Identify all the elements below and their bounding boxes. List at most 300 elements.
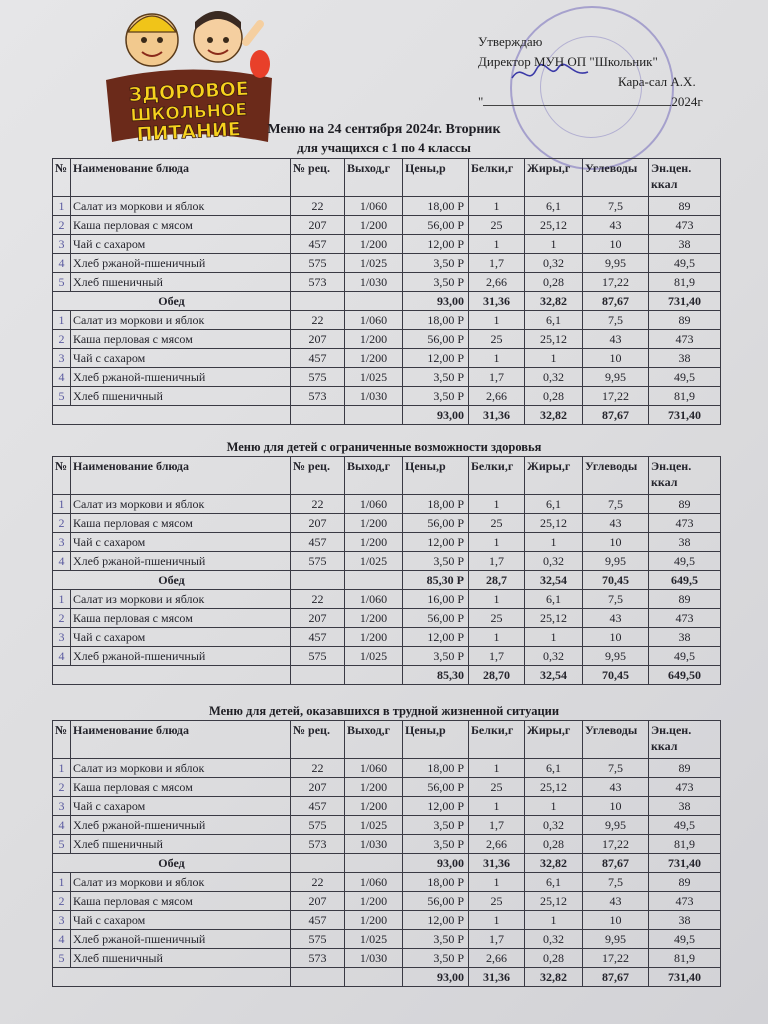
menu-table bbox=[52, 158, 721, 425]
carbs: 10 bbox=[583, 628, 649, 647]
proteins: 1 bbox=[469, 533, 525, 552]
price: 56,00 Р bbox=[403, 330, 469, 349]
fats: 0,32 bbox=[525, 647, 583, 666]
dish-name: Салат из моркови и яблок bbox=[71, 873, 291, 892]
proteins: 1,7 bbox=[469, 254, 525, 273]
portion: 1/025 bbox=[345, 816, 403, 835]
column-header: Углеводы bbox=[583, 159, 649, 197]
fats: 25,12 bbox=[525, 514, 583, 533]
price: 3,50 Р bbox=[403, 647, 469, 666]
portion: 1/025 bbox=[345, 254, 403, 273]
kcal: 473 bbox=[649, 330, 721, 349]
proteins: 1,7 bbox=[469, 816, 525, 835]
proteins: 2,66 bbox=[469, 273, 525, 292]
recipe-number: 207 bbox=[291, 330, 345, 349]
dish-name: Салат из моркови и яблок bbox=[71, 759, 291, 778]
total-portion-empty bbox=[345, 854, 403, 873]
price: 56,00 Р bbox=[403, 609, 469, 628]
carbs: 9,95 bbox=[583, 368, 649, 387]
dish-name: Чай с сахаром bbox=[71, 533, 291, 552]
proteins: 1,7 bbox=[469, 368, 525, 387]
portion: 1/060 bbox=[345, 873, 403, 892]
carbs: 10 bbox=[583, 235, 649, 254]
proteins: 25 bbox=[469, 892, 525, 911]
row-num: 4 bbox=[53, 930, 71, 949]
recipe-number: 573 bbox=[291, 835, 345, 854]
row-num: 3 bbox=[53, 533, 71, 552]
price: 3,50 Р bbox=[403, 552, 469, 571]
approval-word: Утверждаю bbox=[478, 34, 543, 49]
table-row bbox=[53, 273, 721, 292]
total-label bbox=[53, 406, 291, 425]
portion: 1/200 bbox=[345, 216, 403, 235]
portion: 1/200 bbox=[345, 330, 403, 349]
total-row bbox=[53, 406, 721, 425]
column-header: № рец. bbox=[291, 457, 345, 495]
portion: 1/200 bbox=[345, 533, 403, 552]
total-label bbox=[53, 968, 291, 987]
fats: 25,12 bbox=[525, 330, 583, 349]
column-header: Жиры,г bbox=[525, 457, 583, 495]
dish-name: Чай с сахаром bbox=[71, 235, 291, 254]
price: 18,00 Р bbox=[403, 873, 469, 892]
carbs: 43 bbox=[583, 892, 649, 911]
recipe-number: 457 bbox=[291, 628, 345, 647]
portion: 1/060 bbox=[345, 495, 403, 514]
dish-name: Хлеб пшеничный bbox=[71, 949, 291, 968]
portion: 1/025 bbox=[345, 930, 403, 949]
price: 12,00 Р bbox=[403, 235, 469, 254]
fats: 6,1 bbox=[525, 590, 583, 609]
total-recipe-empty bbox=[291, 666, 345, 685]
row-num: 3 bbox=[53, 628, 71, 647]
fats: 1 bbox=[525, 797, 583, 816]
row-num: 2 bbox=[53, 330, 71, 349]
price: 3,50 Р bbox=[403, 930, 469, 949]
portion: 1/025 bbox=[345, 368, 403, 387]
table-row bbox=[53, 533, 721, 552]
table-row bbox=[53, 647, 721, 666]
price: 3,50 Р bbox=[403, 816, 469, 835]
total-label: Обед bbox=[53, 571, 291, 590]
kcal: 38 bbox=[649, 911, 721, 930]
row-num: 5 bbox=[53, 835, 71, 854]
price: 3,50 Р bbox=[403, 949, 469, 968]
kcal: 49,5 bbox=[649, 254, 721, 273]
kcal: 38 bbox=[649, 533, 721, 552]
carbs: 9,95 bbox=[583, 552, 649, 571]
portion: 1/200 bbox=[345, 892, 403, 911]
table-row bbox=[53, 609, 721, 628]
table-row bbox=[53, 552, 721, 571]
row-num: 3 bbox=[53, 797, 71, 816]
total-carbs: 87,67 bbox=[583, 968, 649, 987]
dish-name: Каша перловая с мясом bbox=[71, 514, 291, 533]
proteins: 25 bbox=[469, 609, 525, 628]
approval-date-year: 2024г bbox=[671, 94, 703, 109]
portion: 1/060 bbox=[345, 590, 403, 609]
column-header: Белки,г bbox=[469, 721, 525, 759]
column-header: Эн.цен. ккал bbox=[649, 159, 721, 197]
proteins: 1 bbox=[469, 911, 525, 930]
section-title: Меню для детей с ограниченные возможности здоровья bbox=[226, 440, 542, 454]
proteins: 1,7 bbox=[469, 552, 525, 571]
total-carbs: 87,67 bbox=[583, 292, 649, 311]
fats: 25,12 bbox=[525, 609, 583, 628]
fats: 0,32 bbox=[525, 930, 583, 949]
fats: 1 bbox=[525, 911, 583, 930]
total-fats: 32,54 bbox=[525, 571, 583, 590]
kcal: 49,5 bbox=[649, 816, 721, 835]
proteins: 1 bbox=[469, 759, 525, 778]
recipe-number: 457 bbox=[291, 911, 345, 930]
table-row bbox=[53, 349, 721, 368]
column-header: № рец. bbox=[291, 721, 345, 759]
kcal: 81,9 bbox=[649, 949, 721, 968]
proteins: 25 bbox=[469, 216, 525, 235]
recipe-number: 573 bbox=[291, 949, 345, 968]
dish-name: Чай с сахаром bbox=[71, 628, 291, 647]
total-recipe-empty bbox=[291, 571, 345, 590]
kcal: 89 bbox=[649, 197, 721, 216]
total-price: 93,00 bbox=[403, 406, 469, 425]
proteins: 2,66 bbox=[469, 387, 525, 406]
approval-director: Директор МУН ОП "Школьник" bbox=[478, 54, 658, 69]
column-header: № bbox=[53, 159, 71, 197]
column-header: Эн.цен. ккал bbox=[649, 457, 721, 495]
row-num: 5 bbox=[53, 273, 71, 292]
proteins: 1 bbox=[469, 235, 525, 254]
column-header: Эн.цен. ккал bbox=[649, 721, 721, 759]
total-carbs: 87,67 bbox=[583, 406, 649, 425]
proteins: 25 bbox=[469, 514, 525, 533]
row-num: 4 bbox=[53, 368, 71, 387]
fats: 0,28 bbox=[525, 273, 583, 292]
kcal: 81,9 bbox=[649, 387, 721, 406]
carbs: 7,5 bbox=[583, 590, 649, 609]
price: 3,50 Р bbox=[403, 835, 469, 854]
column-header: Наименование блюда bbox=[71, 159, 291, 197]
table-row bbox=[53, 330, 721, 349]
carbs: 7,5 bbox=[583, 495, 649, 514]
fats: 1 bbox=[525, 235, 583, 254]
total-portion-empty bbox=[345, 666, 403, 685]
column-header: Цены,р bbox=[403, 159, 469, 197]
table-row bbox=[53, 254, 721, 273]
fats: 0,28 bbox=[525, 949, 583, 968]
dish-name: Чай с сахаром bbox=[71, 349, 291, 368]
portion: 1/025 bbox=[345, 552, 403, 571]
fats: 0,32 bbox=[525, 368, 583, 387]
column-header: № bbox=[53, 457, 71, 495]
proteins: 1,7 bbox=[469, 930, 525, 949]
table-row bbox=[53, 816, 721, 835]
carbs: 7,5 bbox=[583, 311, 649, 330]
fats: 1 bbox=[525, 533, 583, 552]
kcal: 89 bbox=[649, 495, 721, 514]
table-row bbox=[53, 930, 721, 949]
table-row bbox=[53, 495, 721, 514]
carbs: 43 bbox=[583, 514, 649, 533]
recipe-number: 457 bbox=[291, 349, 345, 368]
kcal: 49,5 bbox=[649, 647, 721, 666]
total-price: 85,30 bbox=[403, 666, 469, 685]
column-header: Наименование блюда bbox=[71, 721, 291, 759]
fats: 6,1 bbox=[525, 759, 583, 778]
price: 3,50 Р bbox=[403, 387, 469, 406]
row-num: 5 bbox=[53, 949, 71, 968]
total-carbs: 70,45 bbox=[583, 571, 649, 590]
total-fats: 32,54 bbox=[525, 666, 583, 685]
total-recipe-empty bbox=[291, 854, 345, 873]
table-row bbox=[53, 873, 721, 892]
fats: 6,1 bbox=[525, 495, 583, 514]
portion: 1/200 bbox=[345, 797, 403, 816]
column-header: Углеводы bbox=[583, 457, 649, 495]
kcal: 89 bbox=[649, 759, 721, 778]
proteins: 25 bbox=[469, 778, 525, 797]
proteins: 1 bbox=[469, 873, 525, 892]
recipe-number: 457 bbox=[291, 235, 345, 254]
column-header: Выход,г bbox=[345, 457, 403, 495]
kcal: 38 bbox=[649, 797, 721, 816]
fats: 1 bbox=[525, 349, 583, 368]
proteins: 1 bbox=[469, 628, 525, 647]
proteins: 1 bbox=[469, 797, 525, 816]
fats: 6,1 bbox=[525, 197, 583, 216]
total-kcal: 731,40 bbox=[649, 292, 721, 311]
total-recipe-empty bbox=[291, 292, 345, 311]
table-row bbox=[53, 514, 721, 533]
total-price: 85,30 Р bbox=[403, 571, 469, 590]
kcal: 89 bbox=[649, 590, 721, 609]
portion: 1/030 bbox=[345, 273, 403, 292]
recipe-number: 207 bbox=[291, 514, 345, 533]
total-fats: 32,82 bbox=[525, 854, 583, 873]
total-recipe-empty bbox=[291, 968, 345, 987]
total-row bbox=[53, 854, 721, 873]
portion: 1/200 bbox=[345, 349, 403, 368]
recipe-number: 457 bbox=[291, 797, 345, 816]
approval-name bbox=[478, 72, 728, 92]
table-row bbox=[53, 590, 721, 609]
total-kcal: 649,50 bbox=[649, 666, 721, 685]
dish-name: Каша перловая с мясом bbox=[71, 216, 291, 235]
row-num: 1 bbox=[53, 495, 71, 514]
recipe-number: 573 bbox=[291, 273, 345, 292]
approval-date bbox=[478, 92, 728, 112]
total-portion-empty bbox=[345, 968, 403, 987]
total-fats: 32,82 bbox=[525, 292, 583, 311]
total-proteins: 31,36 bbox=[469, 854, 525, 873]
portion: 1/030 bbox=[345, 835, 403, 854]
recipe-number: 575 bbox=[291, 816, 345, 835]
column-header: Углеводы bbox=[583, 721, 649, 759]
row-num: 4 bbox=[53, 816, 71, 835]
total-portion-empty bbox=[345, 571, 403, 590]
dish-name: Чай с сахаром bbox=[71, 797, 291, 816]
portion: 1/030 bbox=[345, 949, 403, 968]
row-num: 3 bbox=[53, 235, 71, 254]
column-header: Выход,г bbox=[345, 159, 403, 197]
table-row bbox=[53, 797, 721, 816]
kcal: 81,9 bbox=[649, 835, 721, 854]
column-header: Белки,г bbox=[469, 457, 525, 495]
total-row bbox=[53, 666, 721, 685]
menu-table bbox=[52, 456, 721, 685]
row-num: 1 bbox=[53, 311, 71, 330]
dish-name: Хлеб ржаной-пшеничный bbox=[71, 254, 291, 273]
column-header: Выход,г bbox=[345, 721, 403, 759]
kcal: 89 bbox=[649, 873, 721, 892]
svg-text:ПИТАНИЕ: ПИТАНИЕ bbox=[136, 118, 242, 146]
kcal: 473 bbox=[649, 609, 721, 628]
carbs: 17,22 bbox=[583, 949, 649, 968]
price: 56,00 Р bbox=[403, 892, 469, 911]
portion: 1/200 bbox=[345, 911, 403, 930]
row-num: 2 bbox=[53, 609, 71, 628]
total-price: 93,00 bbox=[403, 292, 469, 311]
dish-name: Хлеб ржаной-пшеничный bbox=[71, 647, 291, 666]
recipe-number: 457 bbox=[291, 533, 345, 552]
carbs: 10 bbox=[583, 533, 649, 552]
portion: 1/200 bbox=[345, 235, 403, 254]
total-row bbox=[53, 968, 721, 987]
kcal: 473 bbox=[649, 216, 721, 235]
table-header-row bbox=[53, 721, 721, 759]
table-row bbox=[53, 911, 721, 930]
portion: 1/030 bbox=[345, 387, 403, 406]
row-num: 4 bbox=[53, 254, 71, 273]
row-num: 5 bbox=[53, 387, 71, 406]
price: 56,00 Р bbox=[403, 216, 469, 235]
price: 56,00 Р bbox=[403, 514, 469, 533]
recipe-number: 207 bbox=[291, 778, 345, 797]
recipe-number: 573 bbox=[291, 387, 345, 406]
row-num: 2 bbox=[53, 892, 71, 911]
carbs: 9,95 bbox=[583, 254, 649, 273]
recipe-number: 22 bbox=[291, 759, 345, 778]
recipe-number: 575 bbox=[291, 930, 345, 949]
total-price: 93,00 bbox=[403, 968, 469, 987]
dish-name: Салат из моркови и яблок bbox=[71, 590, 291, 609]
row-num: 1 bbox=[53, 590, 71, 609]
kcal: 81,9 bbox=[649, 273, 721, 292]
column-header: Цены,р bbox=[403, 721, 469, 759]
dish-name: Хлеб пшеничный bbox=[71, 835, 291, 854]
approval-name-text: Кара-сал А.Х. bbox=[618, 74, 696, 89]
recipe-number: 22 bbox=[291, 197, 345, 216]
price: 12,00 Р bbox=[403, 533, 469, 552]
kcal: 473 bbox=[649, 778, 721, 797]
row-num: 4 bbox=[53, 552, 71, 571]
price: 18,00 Р bbox=[403, 759, 469, 778]
fats: 25,12 bbox=[525, 216, 583, 235]
recipe-number: 575 bbox=[291, 552, 345, 571]
column-header: Цены,р bbox=[403, 457, 469, 495]
proteins: 1 bbox=[469, 197, 525, 216]
kcal: 473 bbox=[649, 514, 721, 533]
portion: 1/200 bbox=[345, 778, 403, 797]
total-proteins: 28,7 bbox=[469, 571, 525, 590]
table-row bbox=[53, 949, 721, 968]
portion: 1/060 bbox=[345, 311, 403, 330]
fats: 25,12 bbox=[525, 778, 583, 797]
fats: 25,12 bbox=[525, 892, 583, 911]
total-label bbox=[53, 666, 291, 685]
kcal: 49,5 bbox=[649, 552, 721, 571]
total-row bbox=[53, 292, 721, 311]
table-header-row bbox=[53, 159, 721, 197]
dish-name: Каша перловая с мясом bbox=[71, 330, 291, 349]
carbs: 7,5 bbox=[583, 759, 649, 778]
proteins: 2,66 bbox=[469, 949, 525, 968]
kcal: 38 bbox=[649, 628, 721, 647]
recipe-number: 207 bbox=[291, 609, 345, 628]
fats: 0,32 bbox=[525, 816, 583, 835]
proteins: 25 bbox=[469, 330, 525, 349]
total-proteins: 31,36 bbox=[469, 292, 525, 311]
portion: 1/200 bbox=[345, 609, 403, 628]
fats: 1 bbox=[525, 628, 583, 647]
carbs: 10 bbox=[583, 797, 649, 816]
carbs: 7,5 bbox=[583, 873, 649, 892]
price: 16,00 Р bbox=[403, 590, 469, 609]
page-subtitle: для учащихся с 1 по 4 классы bbox=[297, 140, 471, 155]
row-num: 2 bbox=[53, 514, 71, 533]
dish-name: Хлеб ржаной-пшеничный bbox=[71, 816, 291, 835]
svg-text:ЗДОРОВОЕ: ЗДОРОВОЕ bbox=[128, 77, 250, 107]
fats: 6,1 bbox=[525, 873, 583, 892]
carbs: 17,22 bbox=[583, 273, 649, 292]
total-fats: 32,82 bbox=[525, 968, 583, 987]
price: 3,50 Р bbox=[403, 254, 469, 273]
proteins: 2,66 bbox=[469, 835, 525, 854]
table-row bbox=[53, 835, 721, 854]
total-kcal: 649,5 bbox=[649, 571, 721, 590]
dish-name: Хлеб пшеничный bbox=[71, 387, 291, 406]
portion: 1/200 bbox=[345, 628, 403, 647]
total-row bbox=[53, 571, 721, 590]
dish-name: Хлеб ржаной-пшеничный bbox=[71, 930, 291, 949]
total-carbs: 70,45 bbox=[583, 666, 649, 685]
total-kcal: 731,40 bbox=[649, 406, 721, 425]
proteins: 1 bbox=[469, 495, 525, 514]
carbs: 17,22 bbox=[583, 835, 649, 854]
dish-name: Салат из моркови и яблок bbox=[71, 311, 291, 330]
dish-name: Хлеб ржаной-пшеничный bbox=[71, 552, 291, 571]
column-header: № bbox=[53, 721, 71, 759]
approval-block bbox=[478, 32, 728, 112]
carbs: 43 bbox=[583, 216, 649, 235]
carbs: 10 bbox=[583, 349, 649, 368]
table-row bbox=[53, 387, 721, 406]
recipe-number: 575 bbox=[291, 368, 345, 387]
column-header: Жиры,г bbox=[525, 721, 583, 759]
carbs: 9,95 bbox=[583, 816, 649, 835]
total-label: Обед bbox=[53, 292, 291, 311]
recipe-number: 22 bbox=[291, 495, 345, 514]
recipe-number: 575 bbox=[291, 647, 345, 666]
table-row bbox=[53, 197, 721, 216]
total-label: Обед bbox=[53, 854, 291, 873]
kcal: 49,5 bbox=[649, 368, 721, 387]
table-row bbox=[53, 759, 721, 778]
carbs: 43 bbox=[583, 778, 649, 797]
total-portion-empty bbox=[345, 406, 403, 425]
carbs: 43 bbox=[583, 330, 649, 349]
dish-name: Каша перловая с мясом bbox=[71, 892, 291, 911]
